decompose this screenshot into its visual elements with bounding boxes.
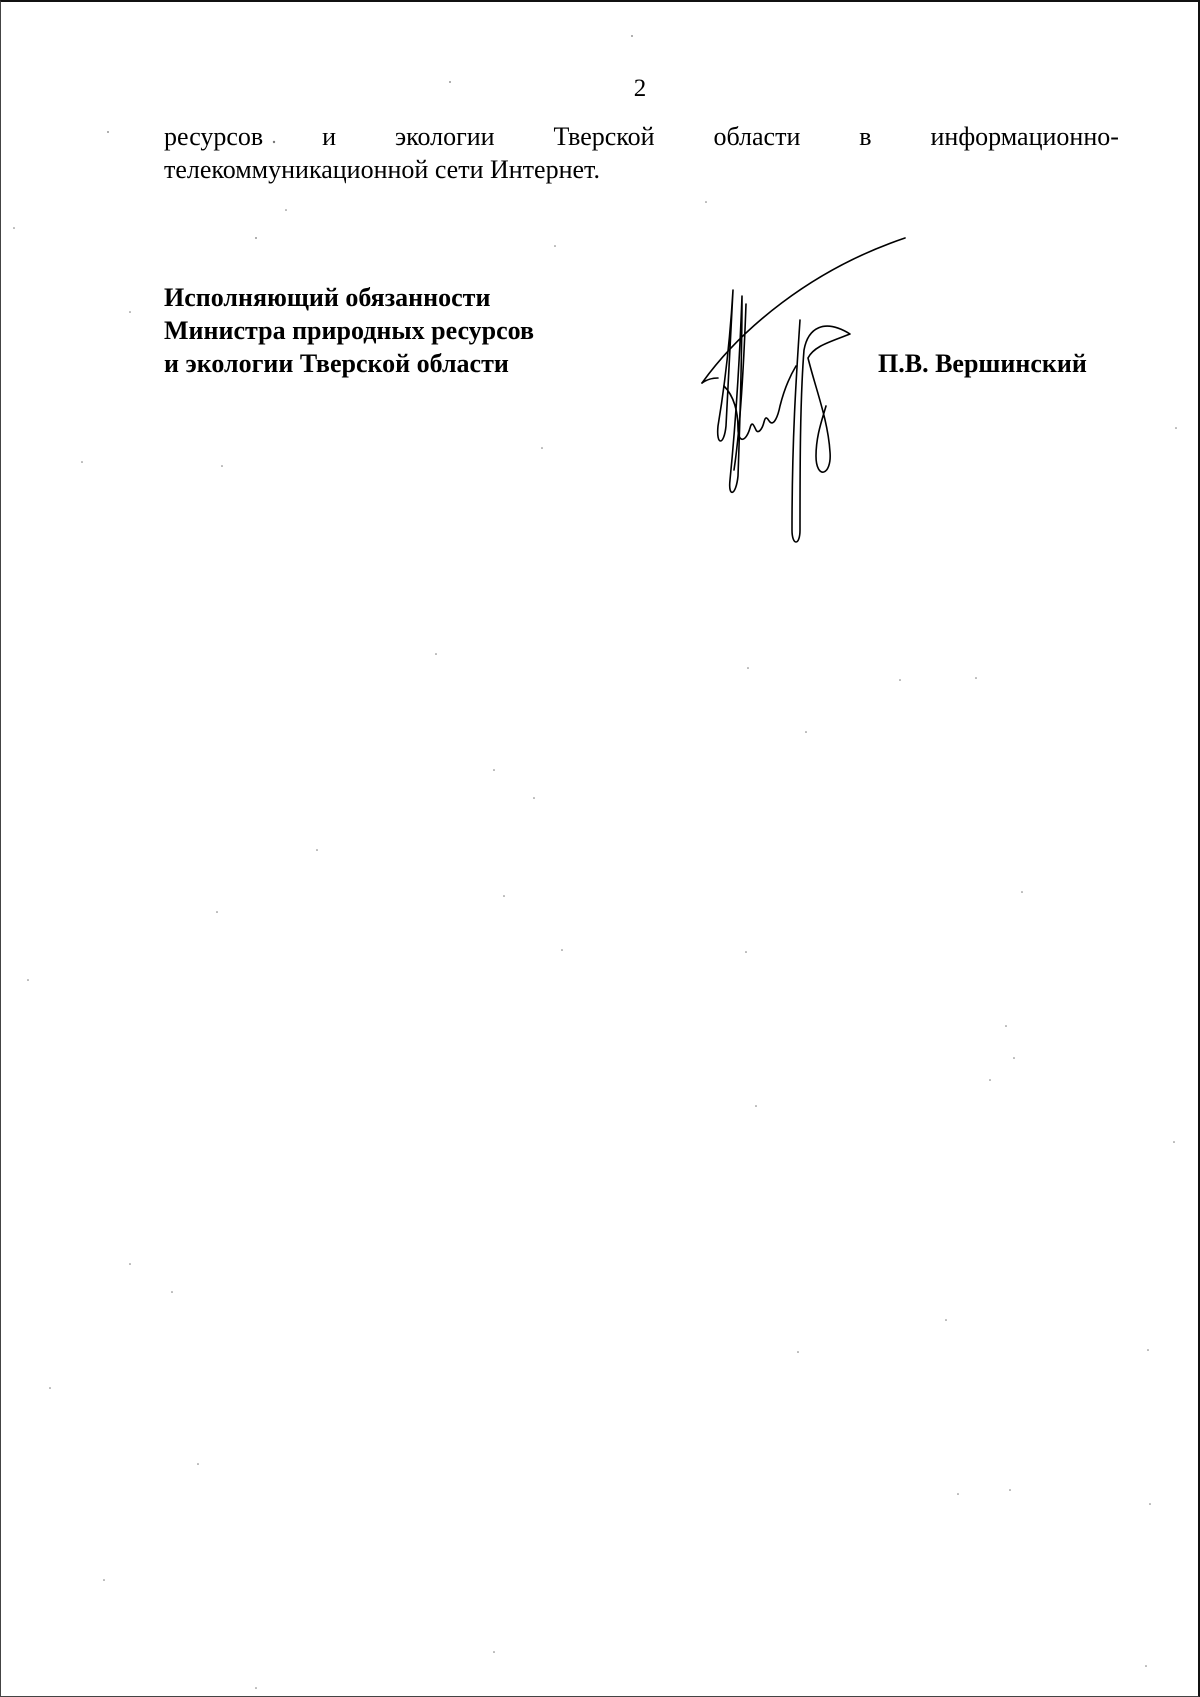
body-word: информационно- [930, 122, 1119, 151]
page-number: 2 [633, 75, 647, 102]
body-word: и [322, 122, 337, 151]
body-line-2: телекоммуникационной сети Интернет. [164, 155, 600, 184]
position-line: Министра природных ресурсов [164, 316, 535, 345]
handwritten-signature [700, 230, 920, 560]
body-word: Тверской [553, 122, 655, 151]
position-line: Исполняющий обязанности [164, 283, 491, 312]
position-line: и экологии Тверской области [164, 349, 509, 378]
body-word: в [859, 122, 872, 151]
body-line-1 [164, 120, 1119, 153]
signatory-position [164, 281, 624, 380]
body-word: экологии [394, 122, 495, 151]
signer-name: П.В. Вершинский [878, 349, 1087, 378]
body-paragraph [164, 120, 1119, 186]
body-word: ресурсов [164, 122, 264, 151]
body-word: области [713, 122, 801, 151]
